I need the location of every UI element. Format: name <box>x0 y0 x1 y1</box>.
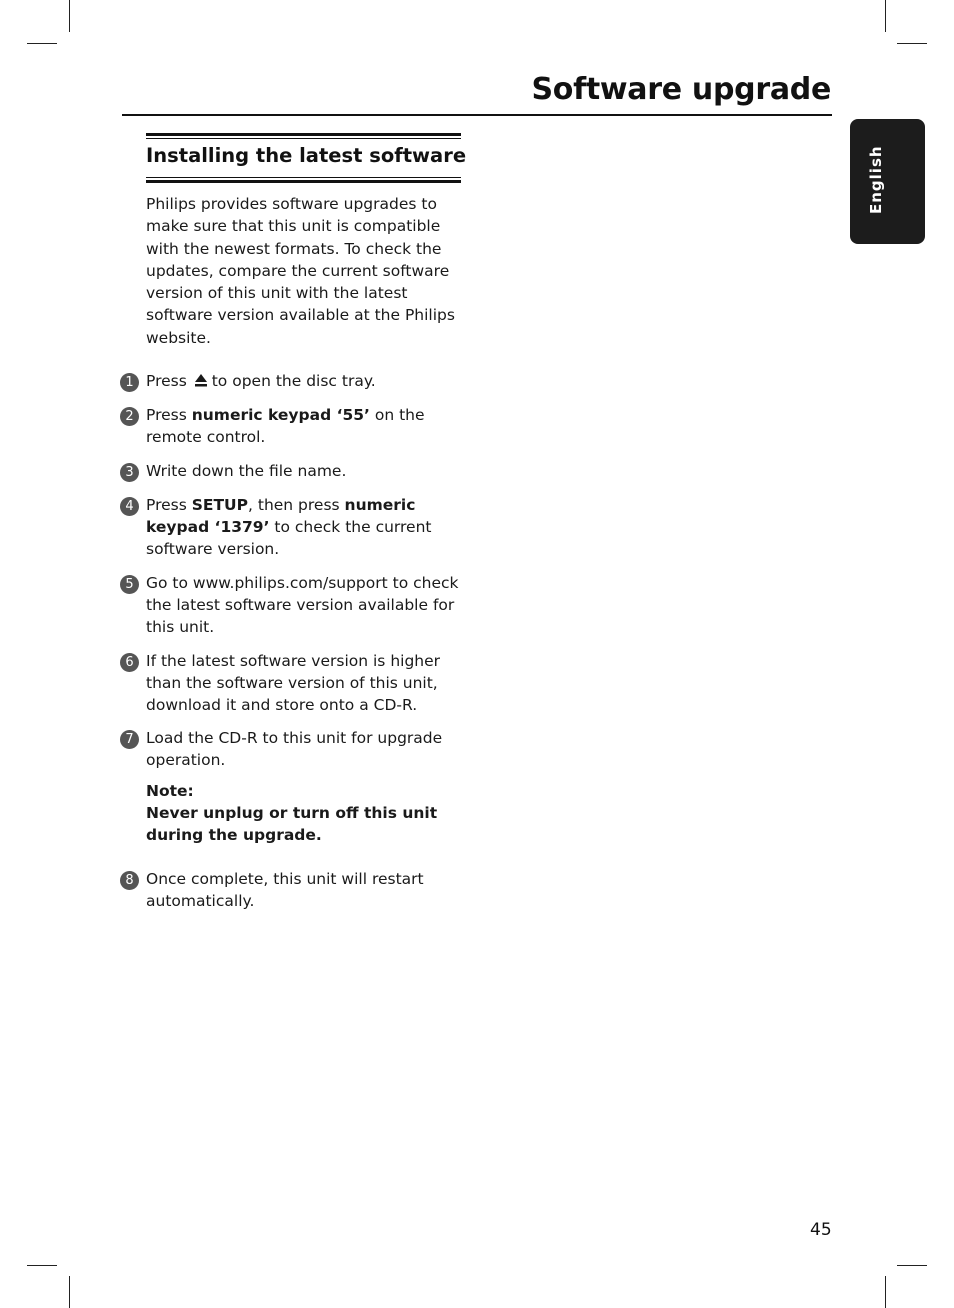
step-text-part: Press <box>146 406 192 424</box>
step-number-badge: 8 <box>120 871 139 890</box>
language-tab <box>850 119 925 244</box>
title-rule <box>122 114 832 116</box>
step-text: Once complete, this unit will restart automatically. <box>146 870 424 910</box>
eject-icon <box>194 373 208 387</box>
section-heading: Installing the latest software <box>146 144 467 167</box>
step-number-badge: 3 <box>120 463 139 482</box>
crop-mark <box>897 43 927 44</box>
step-number-badge: 6 <box>120 653 139 672</box>
step-text-part: on the remote control. <box>146 406 425 446</box>
step-text <box>146 404 464 448</box>
step-text-bold: SETUP <box>191 496 249 514</box>
crop-mark <box>27 43 57 44</box>
page-number: 45 <box>810 1220 832 1240</box>
step-number-badge: 1 <box>120 373 139 392</box>
step-text <box>146 370 464 392</box>
note-text: Never unplug or turn off this unit during the upgrade. <box>146 804 438 844</box>
step-text: Write down the file name. <box>146 462 347 480</box>
step-text: Load the CD-R to this unit for upgrade operation. <box>146 729 443 769</box>
note-label: Note: <box>146 782 194 800</box>
crop-mark <box>885 0 886 32</box>
step-text-part: Press <box>146 496 192 514</box>
language-tab-label: English <box>867 145 885 214</box>
note-box <box>146 780 461 846</box>
section-bottom-rule <box>146 180 461 183</box>
step-number-badge: 4 <box>120 497 139 516</box>
crop-mark <box>897 1265 927 1266</box>
section-top-rule-thin <box>146 138 461 139</box>
crop-mark <box>27 1265 57 1266</box>
step-number-badge: 2 <box>120 407 139 426</box>
step-text <box>146 494 464 560</box>
page-title: Software upgrade <box>531 72 831 107</box>
step-text-part: to check the current software version. <box>146 518 432 558</box>
step-text-bold: numeric keypad ‘1379’ <box>146 496 416 536</box>
step-text-part: Press <box>146 372 187 390</box>
crop-mark <box>69 1276 70 1308</box>
intro-paragraph: Philips provides software upgrades to make sure that this unit is compatible with the newest formats. To check the updates, compare the current software version of this unit with the latest software version available at the Philips website. <box>146 195 455 347</box>
section-bottom-rule-thin <box>146 177 461 178</box>
crop-mark <box>885 1276 886 1308</box>
step-text-part: to open the disc tray. <box>211 372 376 390</box>
step-text-bold: numeric keypad ‘55’ <box>191 406 370 424</box>
step-text-part: , then press <box>248 496 345 514</box>
step-number-badge: 7 <box>120 730 139 749</box>
step-number-badge: 5 <box>120 575 139 594</box>
crop-mark <box>69 0 70 32</box>
section-top-rule <box>146 133 461 136</box>
step-text: Go to www.philips.com/support to check the latest software version available for this unit. <box>146 574 459 636</box>
step-text: If the latest software version is higher than the software version of this unit, download it and store onto a CD-R. <box>146 652 441 714</box>
